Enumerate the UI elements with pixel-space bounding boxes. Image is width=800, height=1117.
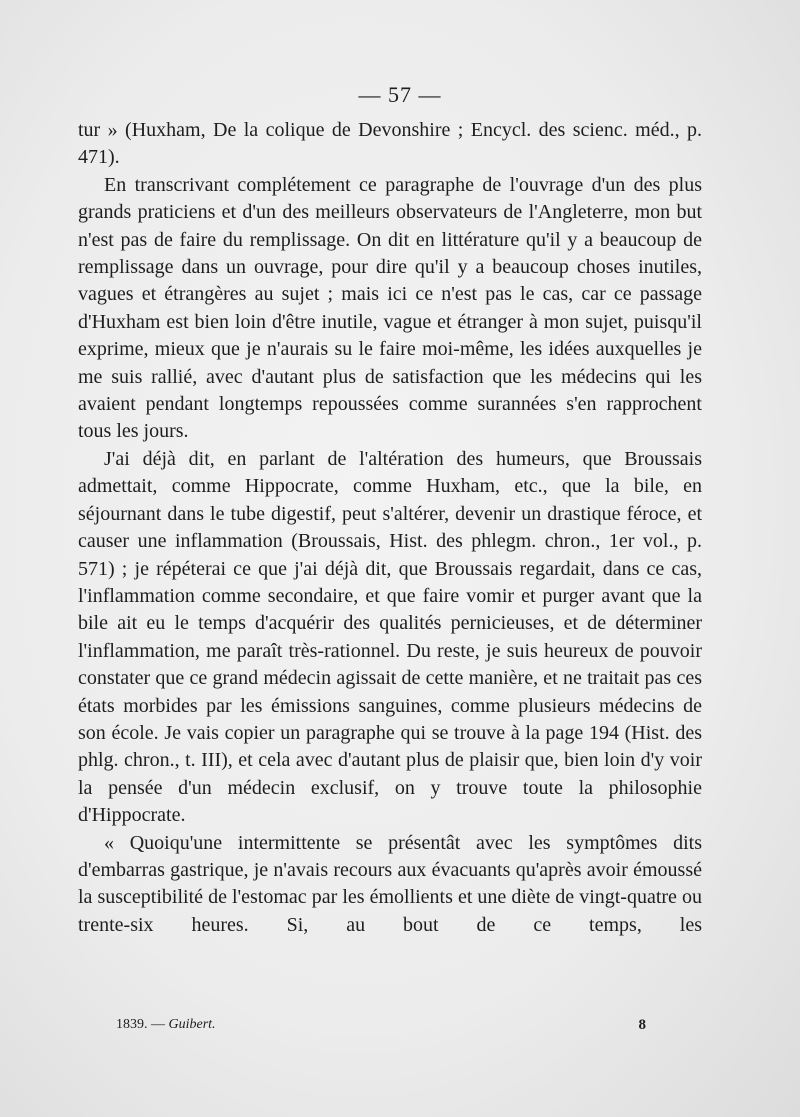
signature-mark: 8 — [638, 1017, 646, 1033]
printer-signature — [116, 1017, 216, 1033]
paragraph-4: « Quoiqu'une intermittente se présentât avec les symptômes dits d'embarras gastrique, je n'avais recours aux évacuants qu'après avoir émoussé la susceptibilité de l'estomac par les émollients et une diète de vingt-quatre ou trente-six heures. Si, au bout de ce temps, les — [78, 831, 702, 936]
signature-name: Guibert. — [168, 1017, 216, 1032]
signature-footer — [116, 1017, 646, 1034]
paragraph-2: En transcrivant complétement ce paragraphe de l'ouvrage d'un des plus grands praticiens et d'un des meilleurs observateurs de l'Angleterre, mon but n'est pas de faire du remplissage. On dit en littérature qu'il y a beaucoup de remplissage dans un ouvrage, pour dire qu'il y a beaucoup choses inutiles, vagues et étrangères au sujet ; mais ici ce n'est pas le cas, car ce passage d'Huxham est bien loin d'être inutile, vague et étranger à mon sujet, puisqu'il exprime, mieux que je n'aurais su le faire moi-même, les idées auxquelles je me suis rallié, avec d'autant plus de satisfaction que les médecins qui les avaient pendant longtemps repoussées comme surannées s'en rapprochent tous les jours. — [78, 173, 702, 443]
paragraph-3: J'ai déjà dit, en parlant de l'altération des humeurs, que Broussais admettait, comme Hippocrate, comme Huxham, etc., que la bile, en séjournant dans le tube digestif, peut s'altérer, devenir un drastique féroce, et causer une inflammation (Broussais, Hist. des phlegm. chron., 1er vol., p. 571) ; je répéterai ce que j'ai déjà dit, que Broussais regardait, dans ce cas, l'inflammation comme secondaire, et que faire vomir et purger avant que la bile ait eu le temps d'acquérir des qualités pernicieuses, et de déterminer l'inflammation, me paraît très-rationnel. Du reste, je suis heureux de pouvoir constater que ce grand médecin agissait de cette manière, et ne traitait pas ces états morbides par les émissions sanguines, comme plusieurs médecins de son école. Je vais copier un paragraphe qui se trouve à la page 194 (Hist. des phlg. chron., t. III), et cela avec d'autant plus de plaisir que, bien loin d'y voir la pensée d'un médecin exclusif, on y trouve toute la philosophie d'Hippocrate. — [78, 447, 702, 827]
body-text — [78, 117, 702, 939]
page-number: — 57 — — [358, 82, 442, 107]
paragraph-1: tur » (Huxham, De la colique de Devonshire ; Encycl. des scienc. méd., p. 471). — [78, 119, 702, 169]
signature-year: 1839. — — [116, 1017, 165, 1032]
